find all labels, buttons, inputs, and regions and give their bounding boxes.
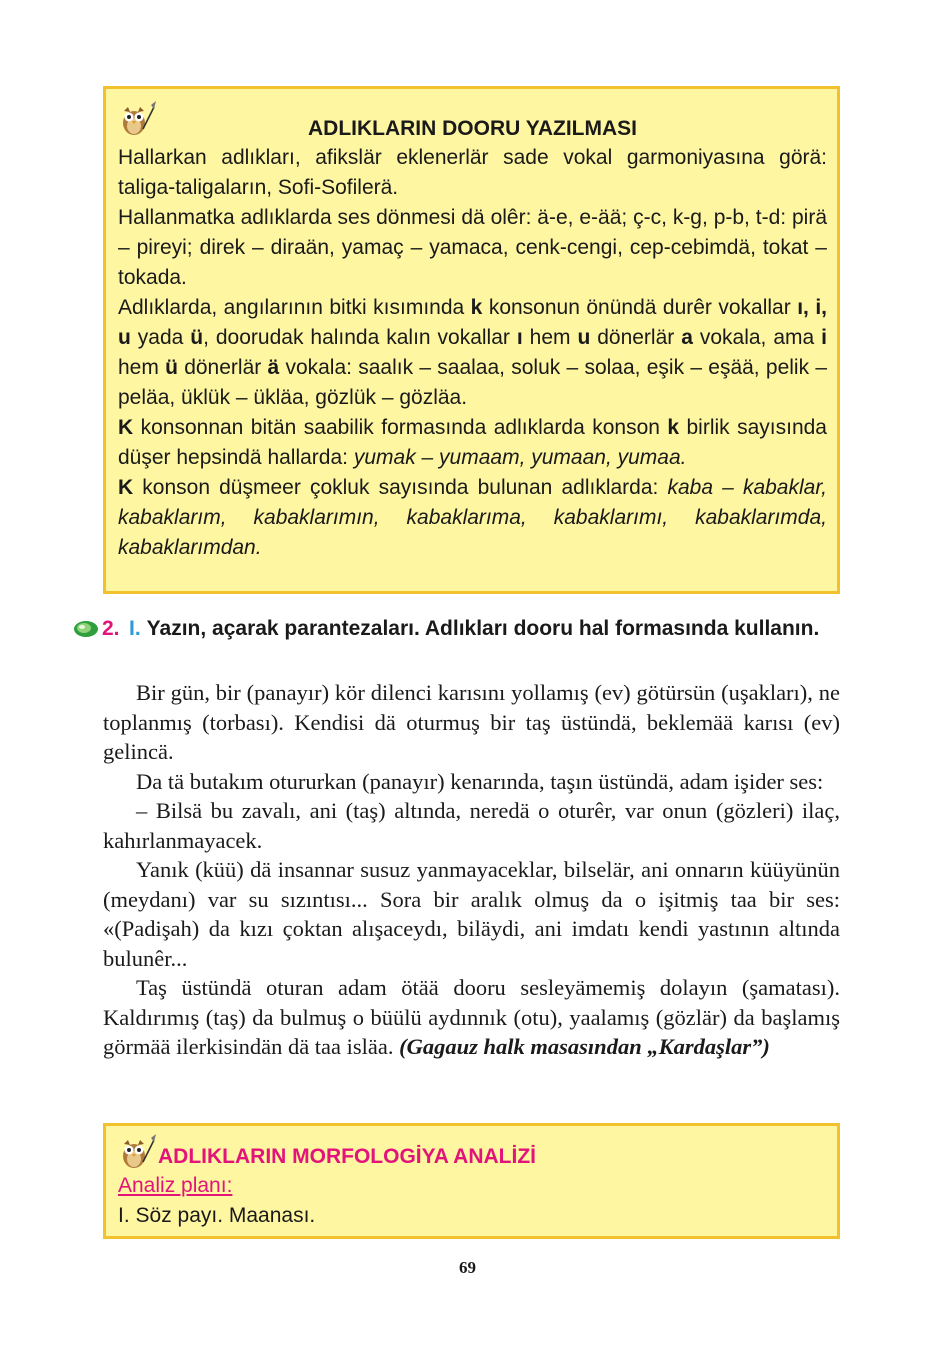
rule-paragraph-3	[118, 293, 827, 413]
rule-paragraph-4	[118, 413, 827, 473]
analysis-plan-link: Analiz planı:	[118, 1174, 233, 1197]
story-paragraph-5	[103, 973, 840, 1062]
text-run: konsonun önündä durêr vokallar	[482, 296, 798, 319]
bold-run: i	[821, 326, 827, 349]
rule-box	[103, 86, 840, 594]
bold-run: k	[470, 296, 483, 319]
bold-run: ü	[165, 356, 178, 379]
owl-icon	[116, 1132, 156, 1172]
story-paragraph-2: Da tä butakım otururkan (panayır) kenarında, taşın üstündä, adam işider ses:	[136, 768, 824, 794]
text-run: birlik sayısında düşer hepsindä hallarda:	[118, 416, 827, 469]
rule-box-title: ADLIKLARIN DOORU YAZILMASI	[307, 117, 637, 140]
text-run: hem	[118, 356, 166, 379]
text-run: dönerlär	[177, 356, 268, 379]
italic-run: yumak – yumaam, yumaan, yumaa.	[353, 446, 687, 469]
bold-run: u	[577, 326, 591, 349]
story-paragraph-1: Bir gün, bir (panayır) kör dilenci karısını yollamış (ev) götürsün (uşakları), ne toplanmış (torbası). Kendisi dä oturmuş bir taş üstündä, beklemää karısı (ev) gelincä.	[103, 680, 840, 764]
text-run: Adlıklarda, angılarının bitki kısımında	[118, 296, 471, 319]
morphology-box	[103, 1123, 840, 1239]
story-paragraph-4: Yanık (küü) dä insannar susuz yanmayaceklar, bilselär, ani onnarın küüyünün (meydanı) var su sızıntısı... Sora bir aralık olmuş da o işitmiş taa bir ses: «(Padişah) da kızı çoktan alışaceydı, biläydi, ani imdatı kendi yastının altında bulunêr...	[103, 857, 840, 971]
exercise-marker-icon	[73, 620, 99, 638]
exercise-part: I.	[129, 617, 141, 640]
owl-icon	[116, 99, 156, 139]
text-run: vokala, ama	[692, 326, 822, 349]
rule-paragraph-1: Hallarkan adlıkları, afikslär eklenerlär sade vokal garmoniyasına görä: taliga-taligaların, Sofi-Sofilerä.	[118, 146, 827, 199]
bold-run: ı	[516, 326, 523, 349]
story-text	[103, 678, 840, 1062]
exercise	[73, 614, 840, 643]
rule-paragraph-2: Hallanmatka adlıklarda ses dönmesi dä olêr: ä-e, e-ää; ç-c, k-g, p-b, t-d: pirä – pireyi; direk – diraän, yamaç – yamaca, cenk-cengi, cep-cebimdä, tokat – tokada.	[118, 206, 827, 289]
story-paragraph-5-text: Taş üstündä oturan adam ötää dooru sesleyämemiş dolayın (şamatası). Kaldırımış (taş) da bulmuş o büülü aydınnık (otu), yaalamış (gözlär) da başlamış görmää ilerkisindän dä taa isläa.	[103, 975, 840, 1059]
text-run: konson düşmeer çokluk sayısında bulunan adlıklarda:	[133, 476, 668, 499]
analysis-plan-item-1: I. Söz payı. Maanası.	[118, 1204, 316, 1227]
text-run: vokala: saalık – saalaa, soluk – solaa, eşik – eşää, pelik – peläa, üklük – ükläa, gözlük – gözläa.	[118, 356, 828, 409]
bold-run: a	[681, 326, 693, 349]
text-run: yada	[130, 326, 191, 349]
bold-run: ü	[190, 326, 204, 349]
bold-run: k	[667, 416, 680, 439]
story-source: (Gagauz halk masasından „Kardaşlar”)	[399, 1034, 770, 1059]
text-run: , doorudak halında kalın vokallar	[203, 326, 517, 349]
bold-run: ä	[267, 356, 280, 379]
page-number: 69	[459, 1258, 476, 1277]
text-run: konsonnan bitän saabilik formasında adlıklarda konson	[133, 416, 668, 439]
story-paragraph-3: – Bilsä bu zavalı, ani (taş) altında, neredä o oturêr, var onun (gözleri) ilaç, kahırlanmayacek.	[103, 798, 840, 853]
exercise-heading	[73, 614, 840, 643]
italic-run: kaba – kabaklar, kabaklarım, kabaklarımın, kabaklarıma, kabaklarımı, kabaklarımda, kabaklarımdan.	[118, 476, 827, 559]
exercise-number: 2.	[102, 617, 120, 640]
text-run: dönerlär	[590, 326, 682, 349]
exercise-instruction: Yazın, açarak parantezaları. Adlıkları dooru hal formasında kullanın.	[146, 617, 820, 640]
bold-run: K	[118, 416, 134, 439]
rule-paragraph-5	[118, 473, 827, 563]
text-run: hem	[522, 326, 578, 349]
morphology-title: ADLIKLARIN MORFOLOGİYA ANALİZİ	[158, 1145, 536, 1168]
bold-run: ı, i, u	[118, 296, 827, 349]
bold-run: K	[118, 476, 134, 499]
